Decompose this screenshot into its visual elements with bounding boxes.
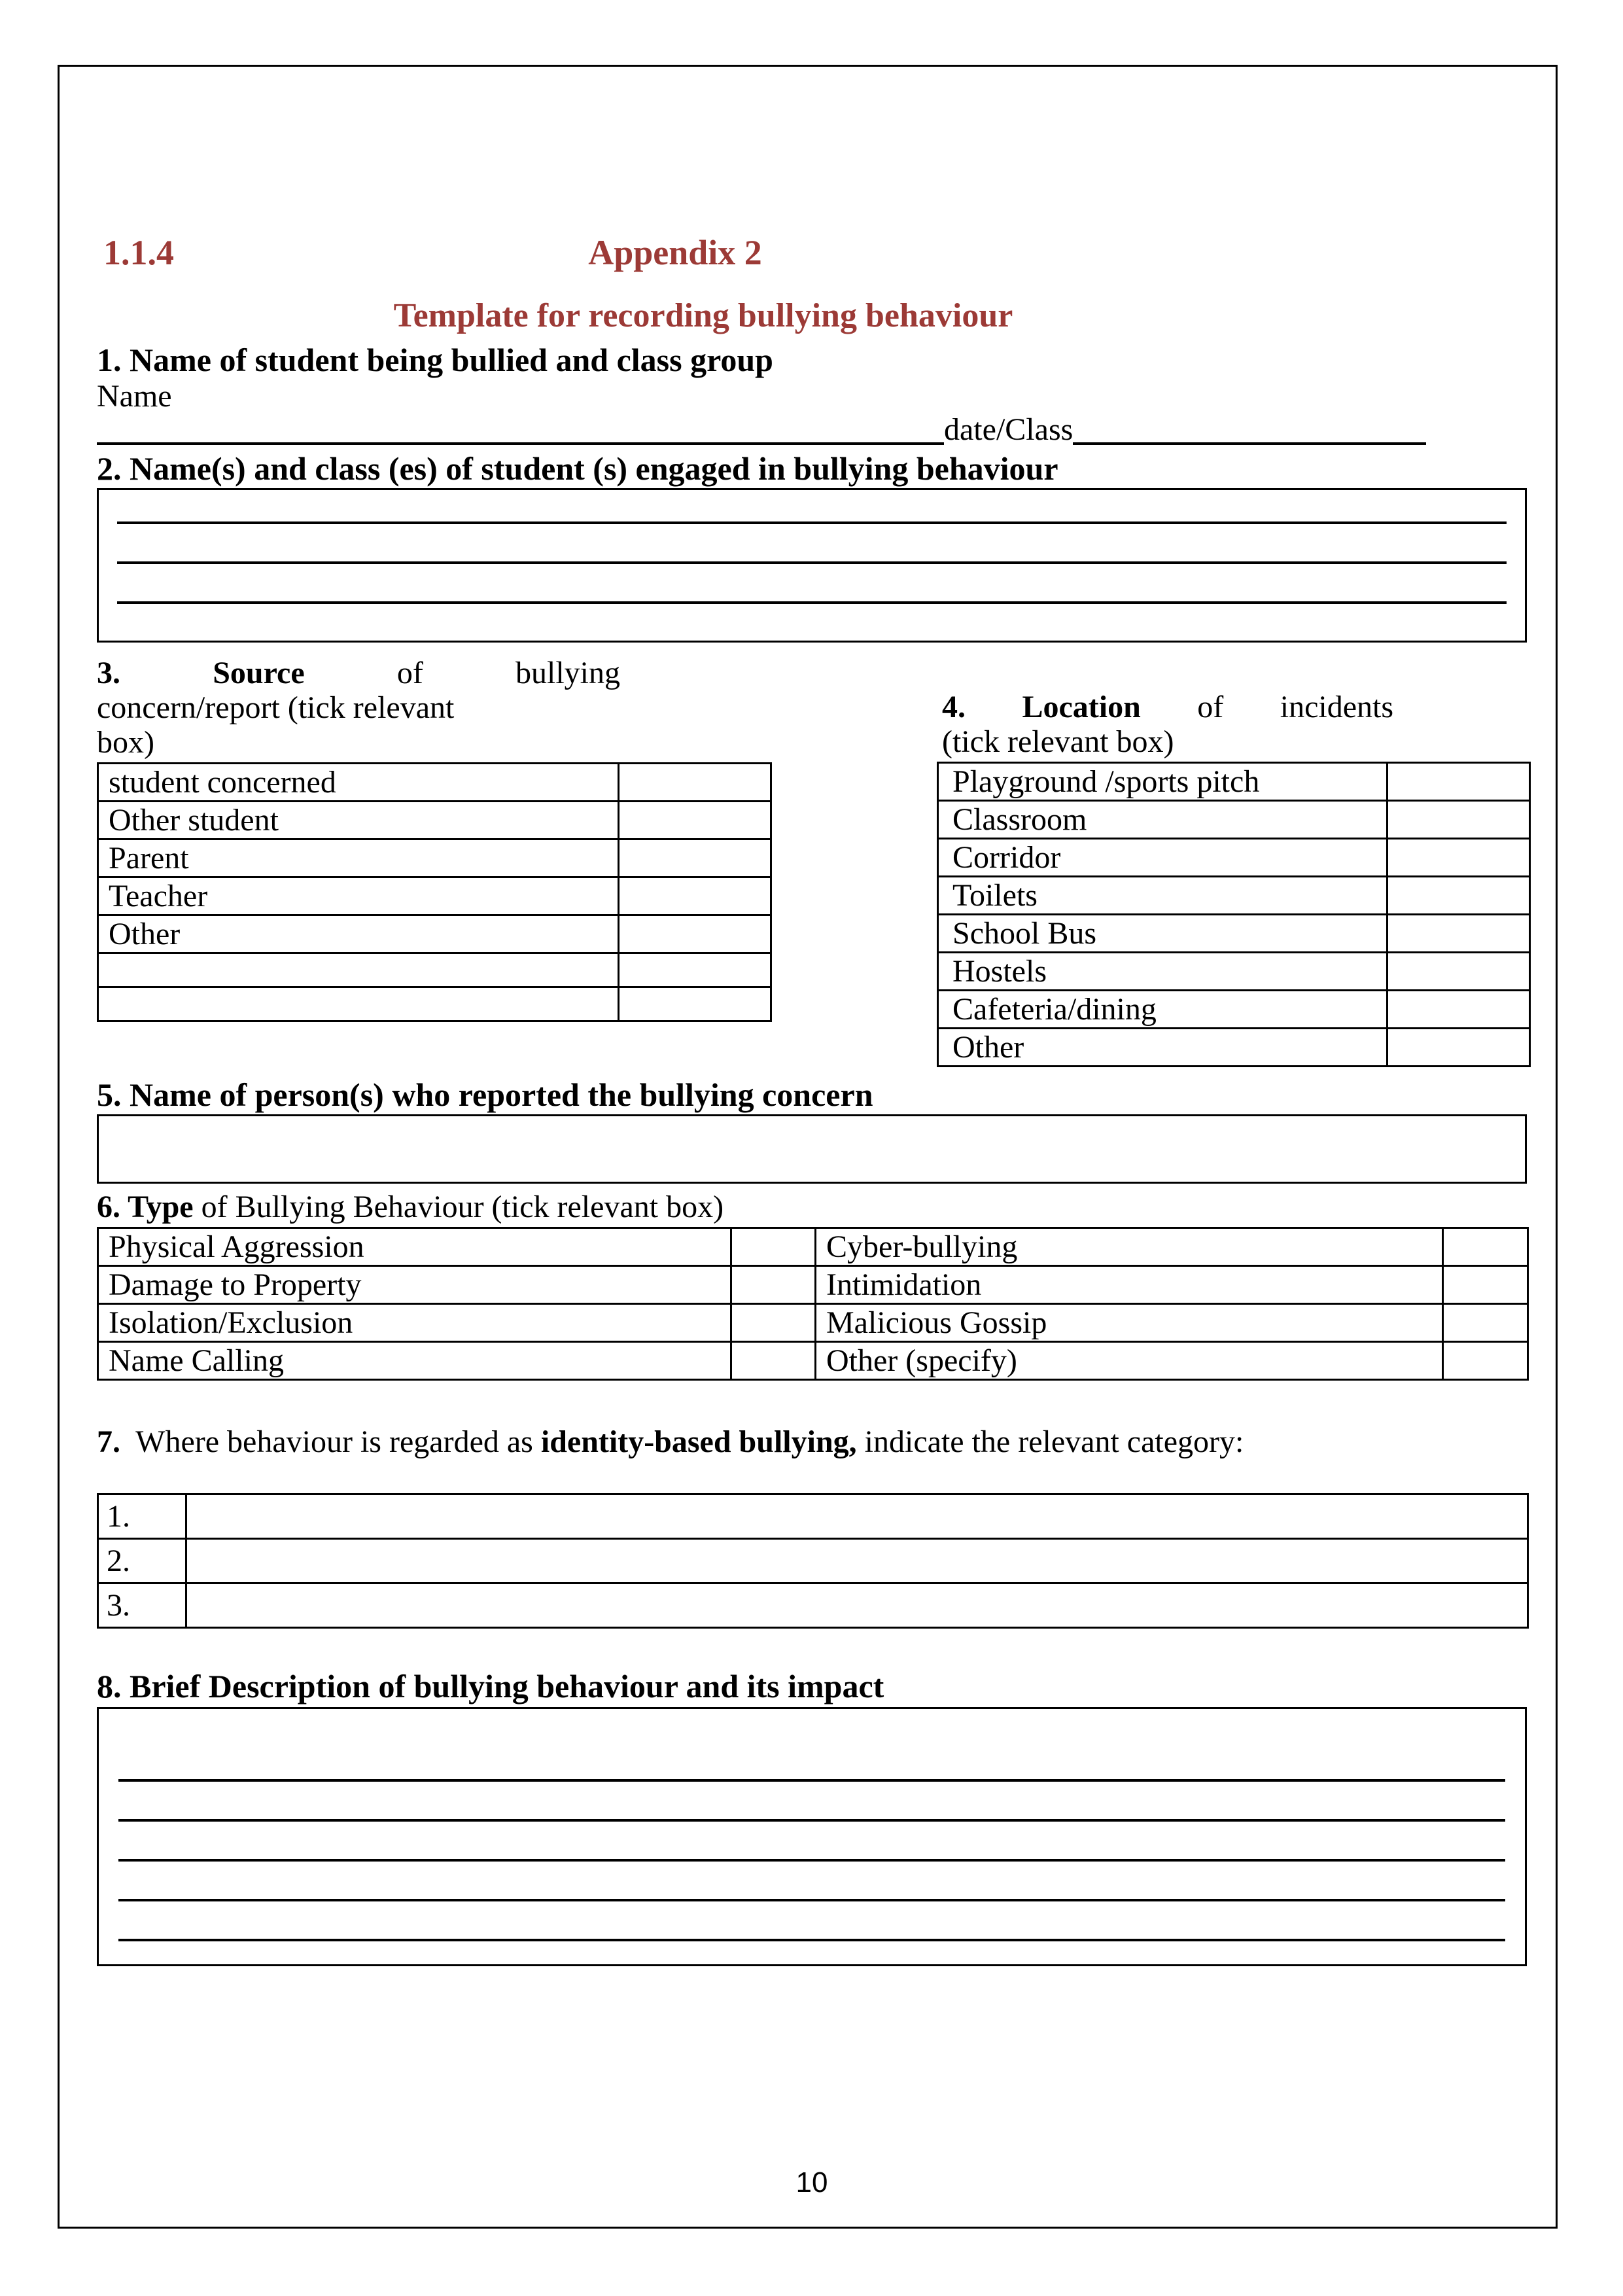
table-row <box>98 802 771 839</box>
q3-tick-cell[interactable] <box>619 915 771 953</box>
q1-name-label: Name <box>97 379 172 414</box>
q4-location-column <box>937 656 1531 1067</box>
table-row <box>98 915 771 953</box>
q1-dateclass-input-line[interactable] <box>1073 416 1426 445</box>
q7-answer-cell[interactable] <box>186 1583 1528 1628</box>
q4-tick-cell[interactable] <box>1387 801 1530 839</box>
q3-source-table <box>97 762 772 1022</box>
appendix-header-row <box>97 232 1527 270</box>
page-border-frame <box>58 65 1558 2229</box>
q6-option-label: Cyber-bullying <box>816 1228 1443 1266</box>
writing-line <box>117 490 1507 524</box>
writing-line <box>118 1822 1505 1862</box>
q4-option-label: Classroom <box>938 801 1387 839</box>
q3-option-label <box>98 953 619 987</box>
q3-tick-cell[interactable] <box>619 987 771 1021</box>
q5-heading: 5. Name of person(s) who reported the bullying concern <box>97 1076 873 1113</box>
q4-heading: 4. Location of incidents (tick relevant box) <box>942 690 1394 759</box>
q6-tick-cell[interactable] <box>731 1228 816 1266</box>
q6-tick-cell[interactable] <box>1443 1266 1528 1304</box>
q1-name-input-line[interactable] <box>97 416 944 445</box>
q1-fill-line-row <box>97 412 1527 447</box>
q6-option-label: Physical Aggression <box>98 1228 731 1266</box>
page-number: 10 <box>795 2166 828 2199</box>
q7-answer-cell[interactable] <box>186 1494 1528 1539</box>
table-row <box>938 953 1530 991</box>
q6-tick-cell[interactable] <box>1443 1342 1528 1380</box>
q7-heading: 7. Where behaviour is regarded as identity-based bullying, indicate the relevant category: <box>97 1424 1244 1459</box>
q3-tick-cell[interactable] <box>619 839 771 877</box>
q4-option-label: Playground /sports pitch <box>938 763 1387 801</box>
q4-tick-cell[interactable] <box>1387 991 1530 1029</box>
q7-row-number: 3. <box>98 1583 186 1628</box>
q7-row-number: 2. <box>98 1539 186 1583</box>
table-row <box>98 1583 1528 1628</box>
q6-tick-cell[interactable] <box>731 1342 816 1380</box>
table-row <box>938 915 1530 953</box>
writing-line <box>118 1901 1505 1941</box>
q6-option-label: Other (specify) <box>816 1342 1443 1380</box>
q6-tick-cell[interactable] <box>1443 1304 1528 1342</box>
q4-location-table <box>937 762 1531 1067</box>
q4-tick-cell[interactable] <box>1387 877 1530 915</box>
q3-heading: 3. Source of bullying concern/report (tick relevant box) <box>97 656 620 760</box>
q6-tick-cell[interactable] <box>731 1266 816 1304</box>
q6-option-label: Isolation/Exclusion <box>98 1304 731 1342</box>
table-row <box>98 839 771 877</box>
q3-option-label: Parent <box>98 839 619 877</box>
q3-source-column <box>97 656 772 1022</box>
writing-line <box>117 564 1507 604</box>
table-row <box>98 764 771 802</box>
table-row <box>98 1342 1528 1380</box>
table-row <box>938 763 1530 801</box>
q4-tick-cell[interactable] <box>1387 839 1530 877</box>
q3-tick-cell[interactable] <box>619 764 771 802</box>
q4-tick-cell[interactable] <box>1387 763 1530 801</box>
q7-row-number: 1. <box>98 1494 186 1539</box>
q2-heading: 2. Name(s) and class (es) of student (s) engaged in bullying behaviour <box>97 450 1058 487</box>
table-row <box>938 991 1530 1029</box>
table-row <box>938 839 1530 877</box>
q6-type-table <box>97 1227 1529 1381</box>
q3-option-label <box>98 987 619 1021</box>
table-row <box>98 1494 1528 1539</box>
source-location-section <box>97 656 1527 1067</box>
q6-option-label: Intimidation <box>816 1266 1443 1304</box>
q3-option-label: Other student <box>98 802 619 839</box>
q4-option-label: Hostels <box>938 953 1387 991</box>
writing-line <box>118 1709 1505 1782</box>
page-content <box>60 67 1556 2199</box>
q2-answer-box[interactable] <box>97 488 1527 643</box>
template-title: Template for recording bullying behaviour <box>393 297 1013 334</box>
q4-tick-cell[interactable] <box>1387 915 1530 953</box>
q3-option-label: Other <box>98 915 619 953</box>
table-row <box>98 1228 1528 1266</box>
q6-option-label: Damage to Property <box>98 1266 731 1304</box>
table-row <box>98 1539 1528 1583</box>
table-row <box>98 877 771 915</box>
q6-heading: 6. Type of Bullying Behaviour (tick relevant box) <box>97 1190 724 1224</box>
q3-tick-cell[interactable] <box>619 877 771 915</box>
section-number: 1.1.4 <box>103 233 174 272</box>
q3-tick-cell[interactable] <box>619 953 771 987</box>
q3-option-label: student concerned <box>98 764 619 802</box>
q7-answer-cell[interactable] <box>186 1539 1528 1583</box>
q6-option-label: Malicious Gossip <box>816 1304 1443 1342</box>
table-row <box>98 1266 1528 1304</box>
q7-category-table <box>97 1493 1529 1629</box>
q4-option-label: Toilets <box>938 877 1387 915</box>
q4-option-label: Other <box>938 1029 1387 1067</box>
table-row <box>98 987 771 1021</box>
table-row <box>98 1304 1528 1342</box>
q1-dateclass-label: date/Class <box>944 412 1073 447</box>
q8-answer-box[interactable] <box>97 1707 1527 1966</box>
table-row <box>98 953 771 987</box>
q6-tick-cell[interactable] <box>1443 1228 1528 1266</box>
writing-line <box>117 524 1507 564</box>
writing-line <box>118 1862 1505 1901</box>
q3-tick-cell[interactable] <box>619 802 771 839</box>
q8-heading: 8. Brief Description of bullying behaviour and its impact <box>97 1668 884 1704</box>
q4-tick-cell[interactable] <box>1387 1029 1530 1067</box>
q4-option-label: Corridor <box>938 839 1387 877</box>
q4-tick-cell[interactable] <box>1387 953 1530 991</box>
q1-heading: 1. Name of student being bullied and class group <box>97 342 773 378</box>
q5-answer-box[interactable] <box>97 1114 1527 1184</box>
q4-option-label: School Bus <box>938 915 1387 953</box>
q6-tick-cell[interactable] <box>731 1304 816 1342</box>
q3-option-label: Teacher <box>98 877 619 915</box>
q4-option-label: Cafeteria/dining <box>938 991 1387 1029</box>
table-row <box>938 877 1530 915</box>
q6-option-label: Name Calling <box>98 1342 731 1380</box>
writing-line <box>118 1782 1505 1822</box>
appendix-title: Appendix 2 <box>588 233 762 272</box>
table-row <box>938 1029 1530 1067</box>
table-row <box>938 801 1530 839</box>
